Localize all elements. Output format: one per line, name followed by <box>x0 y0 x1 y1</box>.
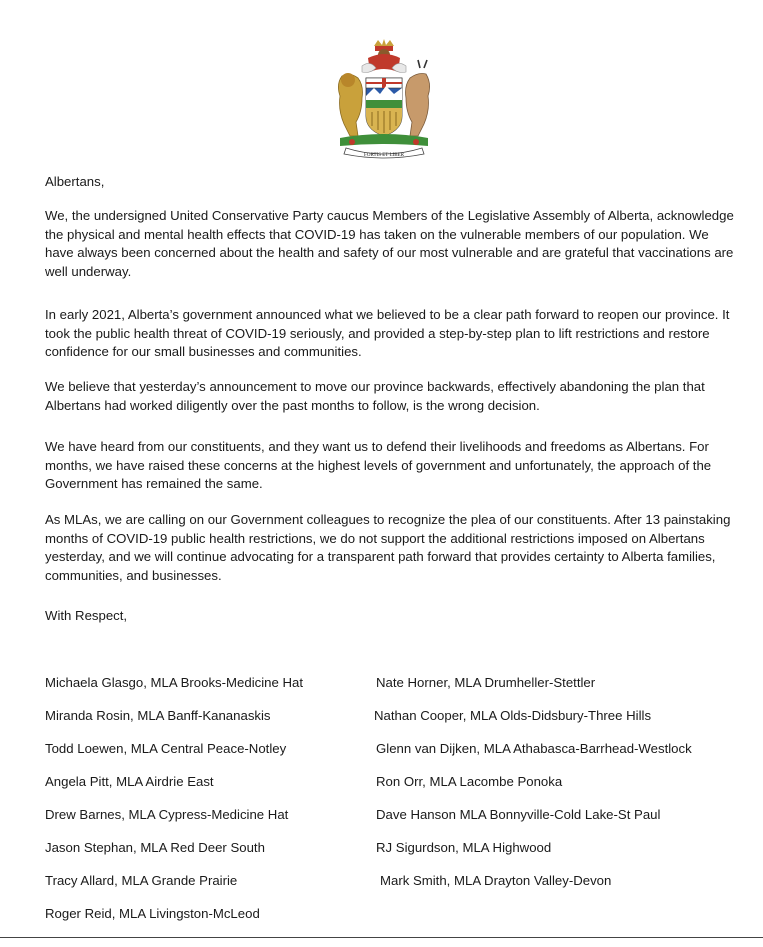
signatory-right: RJ Sigurdson, MLA Highwood <box>376 840 552 855</box>
signatory-right: Nate Horner, MLA Drumheller-Stettler <box>376 675 596 690</box>
alberta-coat-of-arms-icon <box>332 38 436 160</box>
signatory-right: Nathan Cooper, MLA Olds-Didsbury-Three Hills <box>374 708 652 723</box>
page-bottom-rule <box>0 937 763 938</box>
signatory-right: Glenn van Dijken, MLA Athabasca-Barrhead-Westlock <box>376 741 692 756</box>
signatory-left: Jason Stephan, MLA Red Deer South <box>45 840 265 855</box>
body-paragraph: As MLAs, we are calling on our Government colleagues to recognize the plea of our constituents. After 13 painstaking months of COVID-19 public health restrictions, we do not support the additional restrictions imposed on Albertans yesterday, and we will continue advocating for a transparent path forward that provides certainty to Alberta families, communities, and businesses. <box>45 512 731 583</box>
signatory-left: Drew Barnes, MLA Cypress-Medicine Hat <box>45 807 289 822</box>
body-paragraph: We have heard from our constituents, and they want us to defend their livelihoods and freedoms as Albertans. For months, we have raised these concerns at the highest levels of government and unfortunately, the approach of the Government has remained the same. <box>45 439 712 492</box>
body-paragraph: We, the undersigned United Conservative Party caucus Members of the Legislative Assembly of Alberta, acknowledge the physical and mental health effects that COVID-19 has taken on the vulnerable members of our population. We have always been concerned about the health and safety of our most vulnerable and are grateful that vaccinations are well underway. <box>45 208 734 279</box>
signatory-right: Dave Hanson MLA Bonnyville-Cold Lake-St Paul <box>376 807 661 822</box>
signatory-left: Miranda Rosin, MLA Banff-Kananaskis <box>45 708 271 723</box>
signatory-right: Ron Orr, MLA Lacombe Ponoka <box>376 774 563 789</box>
signatory-left: Angela Pitt, MLA Airdrie East <box>45 774 214 789</box>
motto-text: FORTIS ET LIBER <box>364 153 404 158</box>
signatory-left: Michaela Glasgo, MLA Brooks-Medicine Hat <box>45 675 303 690</box>
signatory-left: Roger Reid, MLA Livingston-McLeod <box>45 906 260 921</box>
body-paragraph: We believe that yesterday’s announcement to move our province backwards, effectively abandoning the plan that Albertans had worked diligently over the past months to follow, is the wrong decision. <box>45 379 705 413</box>
signatory-right: Mark Smith, MLA Drayton Valley-Devon <box>380 873 612 888</box>
body-paragraph: In early 2021, Alberta’s government announced what we believed to be a clear path forward to reopen our province. It took the public health threat of COVID-19 seriously, and provided a step-by-step plan to lift restrictions and restore confidence for our small businesses and communities. <box>45 307 730 360</box>
salutation: Albertans, <box>45 174 105 189</box>
signatory-left: Tracy Allard, MLA Grande Prairie <box>45 873 238 888</box>
closing-line: With Respect, <box>45 608 128 623</box>
signatory-left: Todd Loewen, MLA Central Peace-Notley <box>45 741 287 756</box>
